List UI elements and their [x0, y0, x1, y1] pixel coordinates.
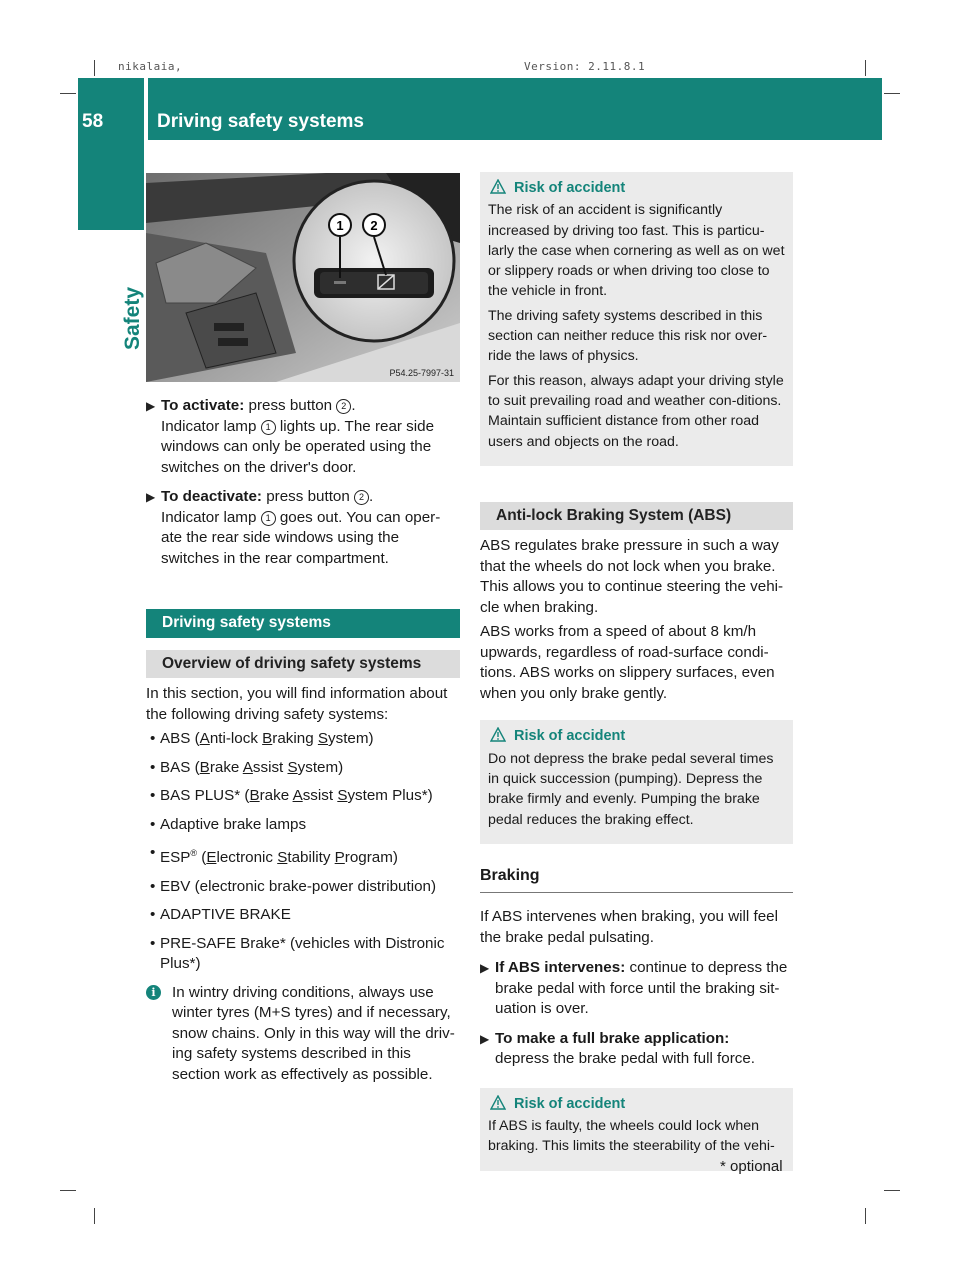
- warning-paragraph: Do not depress the brake pedal several times in quick succession (pumping). Depress the brake firmly and evenly. Pumping the brake pedal reduces the braking effect.: [488, 750, 774, 828]
- slug-right: Version: 2.11.8.1: [524, 60, 646, 73]
- warning-paragraph: The risk of an accident is significantly increased by driving too fast. This is particu-larly the case when cornering as well as on wet or slippery roads or when driving too close to the vehicle in front.: [488, 202, 785, 300]
- section-heading: Driving safety systems: [146, 609, 460, 638]
- warning-heading: [488, 726, 785, 746]
- list-item: • ABS (Anti-lock Braking System): [150, 730, 374, 747]
- info-note: [146, 983, 460, 1086]
- warning-heading: [488, 178, 785, 198]
- arrow-right-icon: ▶: [480, 961, 490, 976]
- footer-note: * optional: [720, 1158, 783, 1175]
- list-item: • ESP® (Electronic Stability Program): [150, 844, 398, 867]
- step-text: depress the brake pedal with full force.: [495, 1050, 756, 1068]
- crop-mark: [94, 60, 95, 76]
- callout-2-label: 2: [370, 218, 378, 233]
- warning-triangle-icon: [490, 727, 506, 742]
- warning-paragraph: For this reason, always adapt your driving style to suit prevailing road and weather con-ditions. Maintain sufficient distance from other road users and objects on the road.: [488, 372, 784, 450]
- page-number: 58: [82, 111, 104, 132]
- abs-intervenes-step: [480, 958, 793, 1020]
- crop-mark: [60, 1190, 76, 1191]
- crop-mark: [884, 1190, 900, 1191]
- deactivate-lamp-desc: goes out. You can oper-ate the rear side windows using the switches in the rear compartment.: [161, 508, 441, 567]
- intro-paragraph: In this section, you will find information about the following driving safety systems:: [146, 685, 448, 723]
- left-column: [146, 396, 460, 1085]
- warning-heading: [488, 1094, 785, 1114]
- abs-paragraph: ABS works from a speed of about 8 km/h upwards, regardless of road-surface condi-tions. ABS works on slippery surfaces, even when you only brake gently.: [480, 623, 775, 702]
- warning-triangle-icon: [490, 1095, 506, 1110]
- list-item: • BAS PLUS* (Brake Assist System Plus*): [150, 787, 433, 804]
- warning-triangle-icon: [490, 179, 506, 194]
- crop-mark: [884, 93, 900, 94]
- full-brake-step: [480, 1029, 793, 1070]
- warning-box: [480, 172, 793, 466]
- callout-2-ref: 2: [354, 490, 369, 505]
- deactivate-lamp-text: Indicator lamp: [161, 508, 261, 526]
- crop-mark: [865, 60, 866, 76]
- crop-mark: [94, 1208, 95, 1224]
- deactivate-label: To deactivate:: [161, 488, 262, 505]
- deactivate-period: .: [369, 488, 374, 505]
- overview-heading: Overview of driving safety systems: [146, 650, 460, 679]
- warning-title: Risk of accident: [514, 1095, 626, 1112]
- callout-2-ref: 2: [336, 399, 351, 414]
- warning-box: [480, 720, 793, 843]
- figure-code: P54.25-7997-31: [389, 368, 454, 378]
- list-item: • BAS (Brake Assist System): [150, 758, 344, 776]
- activate-lamp-text: Indicator lamp: [161, 417, 261, 435]
- deactivate-step: [146, 487, 460, 569]
- callout-1-ref: 1: [261, 420, 276, 435]
- door-panel-illustration: [146, 173, 460, 382]
- list-item: • EBV (electronic brake-power distribution): [150, 877, 437, 895]
- door-switch-photo: [146, 173, 460, 382]
- list-item: • PRE-SAFE Brake* (vehicles with Distronic Plus*): [150, 934, 445, 973]
- arrow-right-icon: ▶: [146, 399, 156, 413]
- activate-text: press button: [244, 397, 337, 414]
- activate-label: To activate:: [161, 397, 245, 414]
- systems-list: [146, 729, 460, 975]
- activate-lamp-desc: lights up. The rear side windows can only be operated using the switches on the driver's door.: [161, 417, 435, 476]
- header-separator: [144, 78, 148, 140]
- warning-paragraph: If ABS is faulty, the wheels could lock when braking. This limits the steerability of the vehi-: [488, 1118, 775, 1155]
- arrow-right-icon: ▶: [480, 1031, 490, 1046]
- info-text: In wintry driving conditions, always use winter tyres (M+S tyres) and if necessary, snow chains. Only in this way will the driv-ing safety systems described in this section work as effectively as possible.: [172, 983, 455, 1083]
- slug-left: nikalaia,: [118, 60, 183, 73]
- callout-1-label: 1: [336, 218, 344, 233]
- abs-heading: Anti-lock Braking System (ABS): [480, 502, 793, 531]
- braking-heading: Braking: [480, 866, 793, 894]
- activate-period: .: [351, 397, 356, 414]
- deactivate-text: press button: [262, 488, 355, 505]
- list-item: • Adaptive brake lamps: [150, 815, 307, 833]
- right-column: [480, 172, 793, 1171]
- braking-paragraph: If ABS intervenes when braking, you will feel the brake pedal pulsating.: [480, 908, 779, 946]
- warning-title: Risk of accident: [514, 728, 626, 745]
- activate-step: [146, 396, 460, 478]
- step-label: If ABS intervenes:: [495, 959, 626, 977]
- page-title: Driving safety systems: [157, 111, 364, 132]
- step-text: continue to depress the brake pedal with force until the braking sit-uation is over.: [495, 959, 788, 1018]
- section-label: Safety: [121, 286, 144, 350]
- section-tab: [78, 140, 144, 230]
- arrow-right-icon: ▶: [146, 490, 156, 504]
- abs-paragraph: ABS regulates brake pressure in such a way that the wheels do not lock when you brake. This allows you to continue steering the vehi-cle when braking.: [480, 537, 784, 616]
- crop-mark: [60, 93, 76, 94]
- warning-title: Risk of accident: [514, 180, 626, 196]
- callout-1-ref: 1: [261, 511, 276, 526]
- info-icon: i: [146, 985, 161, 1000]
- step-label: To make a full brake application:: [495, 1029, 730, 1047]
- list-item: • ADAPTIVE BRAKE: [150, 906, 291, 924]
- crop-mark: [865, 1208, 866, 1224]
- warning-paragraph: The driving safety systems described in this section can neither reduce this risk nor over-ride the laws of physics.: [488, 307, 768, 365]
